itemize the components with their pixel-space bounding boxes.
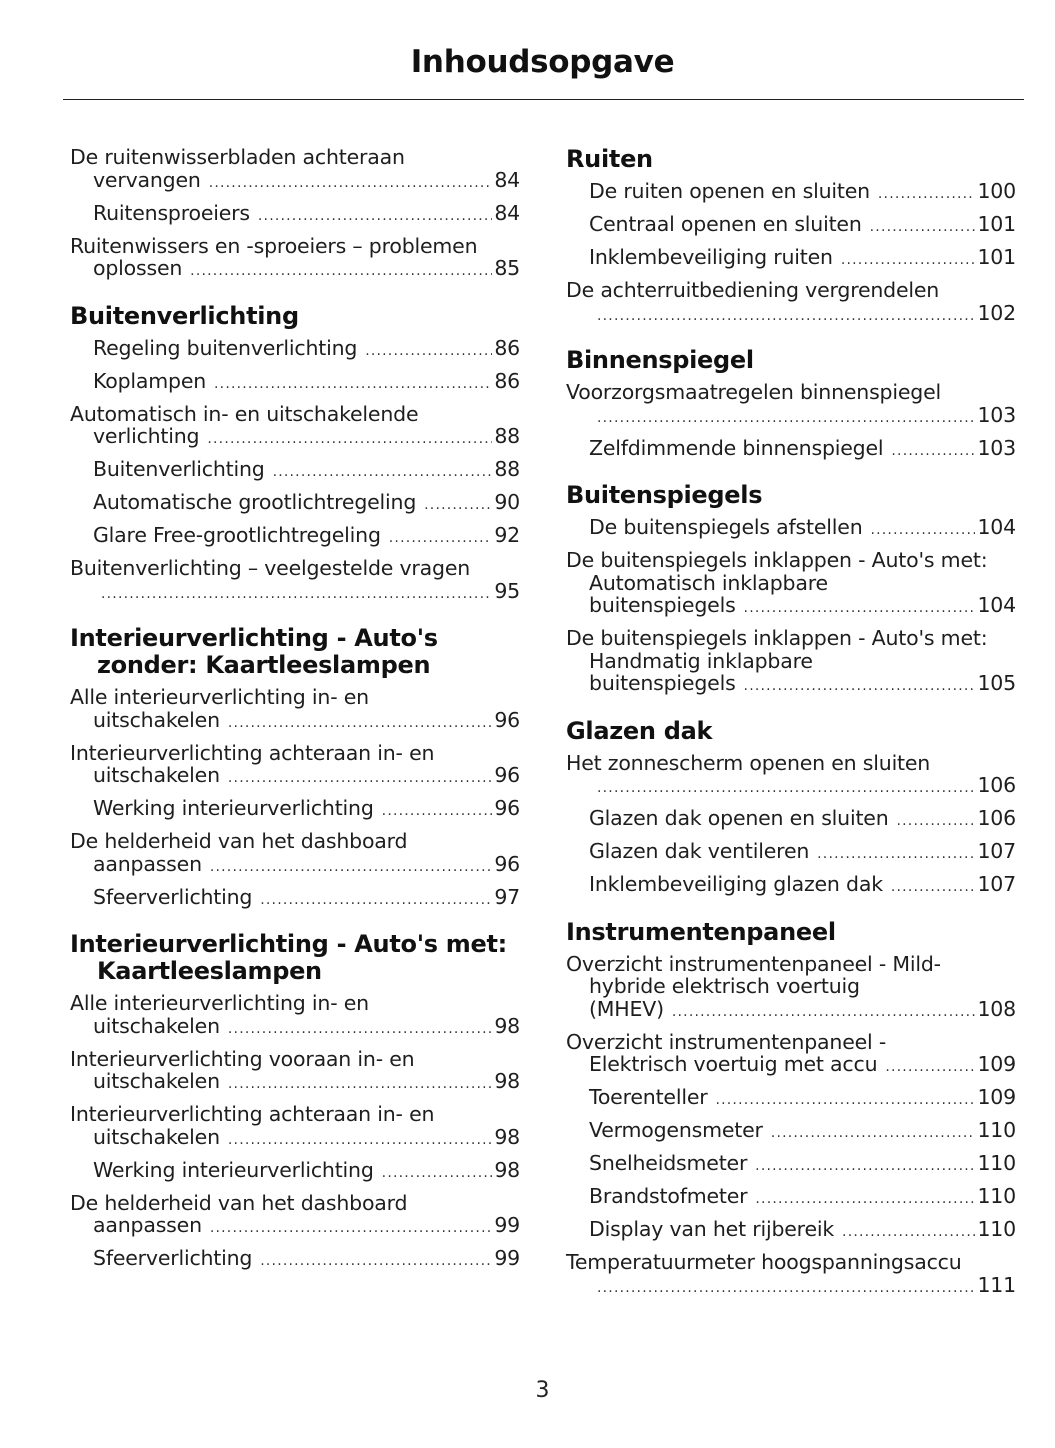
entry-title-start: Interieurverlichting achteraan in- en [70, 740, 435, 765]
dot-leader [258, 205, 492, 228]
entry-title-start: Alle interieurverlichting in- en [70, 685, 369, 709]
toc-entry[interactable] [566, 1152, 1016, 1178]
entry-leader-line [93, 1247, 520, 1273]
entry-title-start: De buitenspiegels inklappen - Auto's met: Handmatig inklapbare [566, 626, 988, 673]
entry-leader-line [93, 764, 520, 790]
dot-leader [210, 1217, 492, 1240]
toc-entry[interactable] [566, 807, 1016, 833]
entry-page-number: 90 [494, 490, 520, 514]
dot-leader [771, 1122, 976, 1145]
entry-title-start: Interieurverlichting vooraan in- en [70, 1046, 415, 1071]
dot-leader [101, 583, 492, 606]
dot-leader [817, 843, 975, 866]
toc-entry[interactable] [70, 992, 520, 1040]
dot-leader [897, 810, 976, 833]
entry-page-number: 102 [977, 300, 1016, 325]
entry-page-number: 96 [494, 707, 520, 732]
section-heading: Glazen dak [566, 716, 713, 745]
entry-page-number: 107 [977, 839, 1016, 863]
entry-leader-line [589, 1086, 1016, 1112]
toc-entry[interactable] [70, 337, 520, 363]
toc-entry[interactable] [566, 1251, 1016, 1299]
entry-page-number: 108 [977, 996, 1016, 1021]
dot-leader [228, 1129, 492, 1152]
entry-leader-line [93, 202, 520, 228]
toc-section [70, 625, 520, 911]
entry-page-number: 110 [977, 1118, 1016, 1142]
entry-title-end: De buitenspiegels afstellen [589, 515, 863, 539]
dot-leader [597, 1277, 975, 1300]
entry-leader-line [589, 437, 1016, 463]
entry-title-end: verlichting [93, 424, 200, 448]
toc-entry[interactable] [566, 516, 1016, 542]
entry-title-end: uitschakelen [93, 707, 220, 732]
entry-page-number: 98 [494, 1157, 520, 1182]
entry-leader-line [93, 886, 520, 912]
entry-leader-line [589, 180, 1016, 206]
entry-page-number: 110 [977, 1217, 1016, 1241]
entry-leader-line [589, 1185, 1016, 1211]
entry-title-end: De ruiten openen en sluiten [589, 179, 870, 203]
entry-leader-line [589, 840, 1016, 866]
toc-entry[interactable] [566, 873, 1016, 899]
dot-leader [190, 260, 492, 283]
toc-entry[interactable] [70, 202, 520, 228]
dot-leader [672, 1001, 976, 1024]
entry-leader-line [93, 425, 520, 451]
title-divider [63, 99, 1024, 100]
entry-leader-line [589, 302, 1016, 328]
entry-page-number: 101 [977, 212, 1016, 236]
toc-entry[interactable] [566, 180, 1016, 206]
toc-entry[interactable] [70, 370, 520, 396]
dot-leader [207, 428, 492, 451]
toc-entry[interactable] [70, 403, 520, 451]
section-heading: Interieurverlichting - Auto's met: Kaartleeslampen [70, 930, 507, 985]
entry-page-number: 109 [977, 1085, 1016, 1109]
entry-page-number: 96 [494, 851, 520, 876]
dot-leader [228, 1018, 492, 1041]
entry-page-number: 104 [977, 593, 1016, 617]
dot-leader [878, 183, 976, 206]
entry-leader-line [93, 1214, 520, 1240]
entry-page-number: 106 [977, 773, 1016, 797]
entry-leader-line [589, 672, 1016, 698]
entry-title-start: Voorzorgsmaatregelen binnenspiegel [566, 380, 941, 404]
toc-entry[interactable] [70, 797, 520, 823]
section-heading: Buitenverlichting [70, 301, 299, 330]
entry-title-end: buitenspiegels [589, 671, 736, 695]
entry-leader-line [589, 774, 1016, 800]
entry-leader-line [93, 1070, 520, 1096]
entry-title-end: (MHEV) [589, 996, 664, 1021]
entry-leader-line [93, 491, 520, 517]
dot-leader [365, 340, 492, 363]
entry-page-number: 99 [494, 1246, 520, 1270]
entry-leader-line [589, 1274, 1016, 1300]
entry-page-number: 92 [494, 523, 520, 547]
entry-leader-line [93, 709, 520, 735]
dot-leader [744, 597, 976, 620]
toc-entry-list [566, 953, 1016, 1300]
entry-leader-line [589, 1053, 1016, 1079]
entry-title-end: aanpassen [93, 1213, 202, 1237]
entry-leader-line [93, 370, 520, 396]
page-number: 3 [535, 1378, 550, 1403]
dot-leader [209, 172, 493, 195]
entry-title-end: Ruitensproeiers [93, 200, 250, 225]
toc-entry[interactable] [566, 549, 1016, 620]
toc-entry[interactable] [70, 742, 520, 790]
dot-leader [389, 527, 493, 550]
entry-leader-line [93, 458, 520, 484]
toc-entry[interactable] [566, 246, 1016, 272]
toc-section [566, 347, 1016, 462]
entry-page-number: 109 [977, 1052, 1016, 1076]
entry-leader-line [589, 594, 1016, 620]
entry-title-end: oplossen [93, 256, 183, 280]
dot-leader [841, 249, 976, 272]
entry-leader-line [93, 1015, 520, 1041]
dot-leader [891, 440, 975, 463]
dot-leader [715, 1089, 975, 1112]
dot-leader [382, 1162, 493, 1185]
entry-leader-line [589, 873, 1016, 899]
entry-title-end: Glazen dak ventileren [589, 839, 810, 863]
entry-page-number: 101 [977, 245, 1016, 269]
entry-title-end: Sfeerverlichting [93, 1246, 253, 1270]
entry-leader-line [589, 998, 1016, 1024]
entry-leader-line [93, 337, 520, 363]
entry-title-start: De achterruitbediening vergrendelen [566, 278, 940, 302]
entry-title-start: De buitenspiegels inklappen - Auto's met: Automatisch inklapbare [566, 548, 988, 595]
entry-title-end: Werking interieurverlichting [93, 1157, 374, 1182]
entry-title-end: vervangen [93, 167, 201, 192]
entry-page-number: 110 [977, 1184, 1016, 1208]
dot-leader [870, 216, 976, 239]
entry-leader-line [589, 807, 1016, 833]
entry-title-end: Zelfdimmende binnenspiegel [589, 435, 884, 460]
toc-entry-list [566, 381, 1016, 462]
toc-right-column [566, 146, 1016, 1319]
toc-entry-list [70, 146, 520, 283]
dot-leader [228, 1073, 492, 1096]
toc-entry[interactable] [70, 1103, 520, 1151]
entry-leader-line [589, 213, 1016, 239]
entry-title-start: Interieurverlichting achteraan in- en [70, 1102, 435, 1126]
toc-section [70, 931, 520, 1273]
toc-entry[interactable] [70, 146, 520, 194]
toc-entry-list [566, 752, 1016, 899]
entry-page-number: 96 [494, 796, 520, 820]
toc-entry[interactable] [70, 524, 520, 550]
toc-section [566, 919, 1016, 1300]
toc-section [566, 718, 1016, 899]
entry-leader-line [93, 257, 520, 283]
entry-title-start: Het zonnescherm openen en sluiten [566, 750, 931, 775]
entry-title-start: Ruitenwissers en -sproeiers – problemen [70, 233, 478, 258]
entry-title-end: Automatische grootlichtregeling [93, 490, 417, 514]
toc-section [70, 146, 520, 283]
entry-leader-line [589, 404, 1016, 430]
toc-entry[interactable] [566, 213, 1016, 239]
entry-title-start: De helderheid van het dashboard [70, 829, 408, 853]
entry-title-end: Inklembeveiliging glazen dak [589, 872, 883, 896]
toc-entry-list [566, 180, 1016, 327]
toc-entry[interactable] [566, 437, 1016, 463]
toc-entry[interactable] [566, 840, 1016, 866]
page-title: Inhoudsopgave [410, 44, 675, 80]
dot-leader [891, 876, 976, 899]
dot-leader [885, 1056, 975, 1079]
entry-page-number: 88 [494, 457, 520, 481]
entry-page-number: 84 [494, 200, 520, 225]
toc-entry[interactable] [70, 235, 520, 283]
dot-leader [260, 889, 492, 912]
entry-page-number: 96 [494, 763, 520, 787]
dot-leader [273, 461, 493, 484]
entry-leader-line [589, 1218, 1016, 1244]
entry-leader-line [93, 797, 520, 823]
entry-page-number: 98 [494, 1013, 520, 1038]
toc-entry[interactable] [566, 381, 1016, 429]
entry-page-number: 84 [494, 167, 520, 192]
entry-leader-line [589, 246, 1016, 272]
toc-entry[interactable] [566, 279, 1016, 327]
toc-entry[interactable] [566, 1218, 1016, 1244]
entry-title-end: uitschakelen [93, 763, 220, 787]
entry-title-start: Temperatuurmeter hoogspanningsaccu [566, 1250, 962, 1274]
toc-entry[interactable] [566, 1086, 1016, 1112]
entry-page-number: 106 [977, 806, 1016, 830]
entry-page-number: 104 [977, 515, 1016, 539]
dot-leader [870, 519, 975, 542]
section-heading: Buitenspiegels [566, 481, 763, 509]
toc-entry[interactable] [70, 830, 520, 878]
toc-entry[interactable] [70, 491, 520, 517]
entry-page-number: 107 [977, 872, 1016, 896]
entry-leader-line [93, 1126, 520, 1152]
entry-title-end: Werking interieurverlichting [93, 796, 374, 820]
section-heading: Binnenspiegel [566, 346, 754, 374]
dot-leader [424, 494, 492, 517]
entry-title-end: Toerenteller [589, 1085, 708, 1109]
toc-entry-list [566, 516, 1016, 698]
entry-title-end: Vermogensmeter [589, 1118, 763, 1142]
toc-entry-list [70, 337, 520, 606]
dot-leader [597, 777, 975, 800]
entry-page-number: 85 [494, 256, 520, 280]
dot-leader [597, 305, 975, 328]
entry-title-end: Sfeerverlichting [93, 884, 253, 909]
toc-section [566, 482, 1016, 698]
entry-page-number: 98 [494, 1069, 520, 1093]
toc-entry[interactable] [566, 953, 1016, 1024]
toc-entry[interactable] [566, 1185, 1016, 1211]
dot-leader [382, 800, 493, 823]
entry-leader-line [93, 524, 520, 550]
entry-leader-line [589, 1152, 1016, 1178]
entry-title-end: uitschakelen [93, 1013, 220, 1038]
toc-entry[interactable] [70, 1192, 520, 1240]
section-heading: Interieurverlichting - Auto's zonder: Kaartleeslampen [70, 624, 438, 679]
dot-leader [228, 712, 492, 735]
entry-title-start: Buitenverlichting – veelgestelde vragen [70, 556, 471, 580]
dot-leader [744, 675, 976, 698]
toc-entry[interactable] [70, 458, 520, 484]
toc-section [70, 303, 520, 606]
entry-page-number: 103 [977, 435, 1016, 460]
entry-page-number: 103 [977, 402, 1016, 427]
entry-page-number: 97 [494, 884, 520, 909]
dot-leader [260, 1250, 492, 1273]
dot-leader [755, 1155, 975, 1178]
entry-leader-line [93, 169, 520, 195]
toc-entry[interactable] [70, 886, 520, 912]
toc-entry[interactable] [566, 1119, 1016, 1145]
entry-title-end: Buitenverlichting [93, 457, 265, 481]
entry-page-number: 105 [977, 671, 1016, 695]
toc-entry-list [70, 686, 520, 911]
toc-entry[interactable] [566, 1031, 1016, 1079]
entry-title-start: De helderheid van het dashboard [70, 1190, 408, 1215]
entry-title-start: De ruitenwisserbladen achteraan [70, 145, 405, 169]
toc-entry[interactable] [566, 627, 1016, 698]
entry-title-end: Koplampen [93, 368, 207, 393]
entry-page-number: 99 [494, 1213, 520, 1237]
entry-leader-line [93, 1159, 520, 1185]
entry-title-end: Regeling buitenverlichting [93, 335, 358, 360]
entry-page-number: 98 [494, 1124, 520, 1149]
section-heading: Ruiten [566, 145, 653, 173]
entry-title-end: aanpassen [93, 851, 202, 876]
toc-entry[interactable] [70, 686, 520, 734]
entry-title-end: Brandstofmeter [589, 1184, 748, 1208]
toc-entry[interactable] [566, 752, 1016, 800]
toc-entry-list [70, 992, 520, 1273]
entry-title-end: uitschakelen [93, 1124, 220, 1149]
dot-leader [597, 407, 975, 430]
toc-entry[interactable] [70, 1247, 520, 1273]
entry-page-number: 86 [494, 335, 520, 360]
entry-page-number: 88 [494, 424, 520, 448]
dot-leader [214, 373, 492, 396]
entry-title-start: Overzicht instrumentenpaneel - [566, 1029, 887, 1054]
entry-page-number: 111 [977, 1272, 1016, 1297]
entry-title-end: Inklembeveiliging ruiten [589, 245, 833, 269]
dot-leader [210, 856, 492, 879]
entry-page-number: 95 [494, 578, 520, 603]
toc-entry[interactable] [70, 1159, 520, 1185]
entry-leader-line [93, 853, 520, 879]
entry-title-start: Alle interieurverlichting in- en [70, 991, 369, 1015]
entry-title-end: Display van het rijbereik [589, 1217, 835, 1241]
entry-page-number: 110 [977, 1151, 1016, 1175]
entry-title-end: uitschakelen [93, 1069, 220, 1093]
entry-title-end: Snelheidsmeter [589, 1151, 748, 1175]
toc-entry[interactable] [70, 1048, 520, 1096]
entry-title-end: Centraal openen en sluiten [589, 212, 862, 236]
entry-page-number: 86 [494, 368, 520, 393]
entry-leader-line [93, 580, 520, 606]
entry-title-end: Glare Free-grootlichtregeling [93, 523, 381, 547]
entry-title-end: buitenspiegels [589, 593, 736, 617]
dot-leader [228, 767, 492, 790]
entry-leader-line [589, 516, 1016, 542]
toc-left-column [70, 146, 520, 1293]
entry-title-start: Overzicht instrumentenpaneel - Mild-hybride elektrisch voertuig [566, 951, 941, 998]
entry-title-end: Glazen dak openen en sluiten [589, 806, 889, 830]
entry-leader-line [589, 1119, 1016, 1145]
toc-section [566, 146, 1016, 327]
toc-entry[interactable] [70, 557, 520, 605]
entry-title-end: Elektrisch voertuig met accu [589, 1052, 878, 1076]
dot-leader [842, 1221, 975, 1244]
dot-leader [755, 1188, 975, 1211]
section-heading: Instrumentenpaneel [566, 917, 836, 946]
entry-title-start: Automatisch in- en uitschakelende [70, 401, 419, 426]
entry-page-number: 100 [977, 179, 1016, 203]
